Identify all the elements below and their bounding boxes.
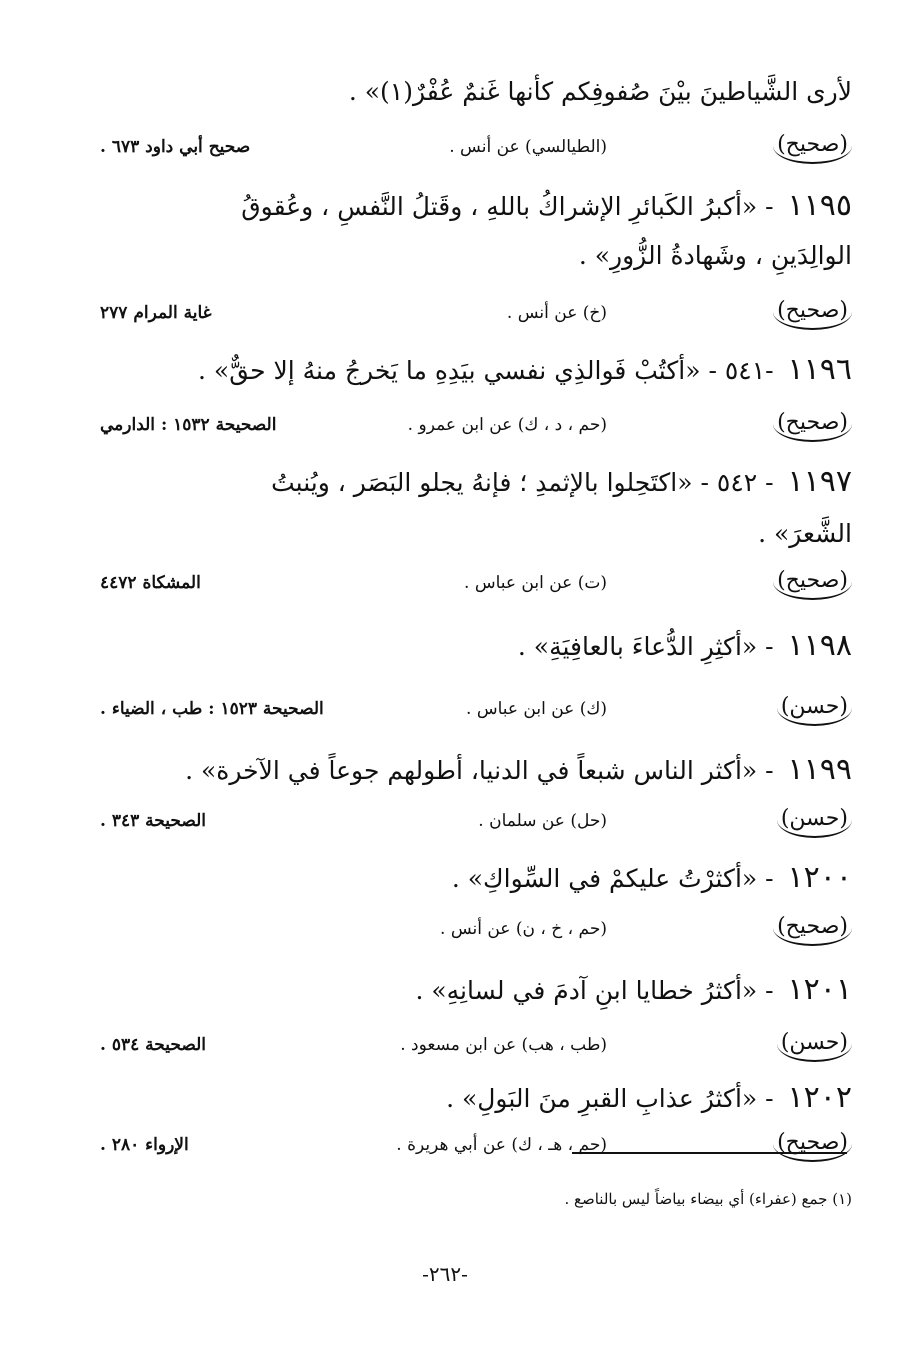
grade-label: ( صحيح )	[773, 1126, 852, 1162]
narrator-reference: (ت) عن ابن عباس .	[464, 573, 607, 593]
hadith-text: لأرى الشَّياطينَ بيْنَ صُفوفِكم كأنها غَنمٌ عُفْرٌ(١)» .	[348, 77, 852, 106]
hadith-number: ١١٩٨	[787, 628, 852, 663]
book-reference: صحيح أبي داود ٦٧٣ .	[100, 137, 251, 157]
book-reference: الصحيحة ٥٣٤ .	[100, 1035, 207, 1055]
source-line	[100, 292, 852, 334]
source-line	[100, 404, 852, 446]
narrator-reference: (حم ، خ ، ن) عن أنس .	[440, 919, 607, 939]
grade-label: ( صحيح )	[773, 406, 852, 442]
grade-label: ( صحيح )	[773, 564, 852, 600]
narrator-reference: (طب ، هب) عن ابن مسعود .	[400, 1035, 607, 1055]
hadith-entry	[100, 970, 852, 1014]
hadith-text: - «أكبرُ الكَبائرِ الإشراكُ باللهِ ، وقَتلُ النَّفسِ ، وعُقوقُ	[241, 192, 774, 221]
hadith-entry	[100, 462, 852, 506]
source-line	[100, 1124, 852, 1166]
grade-label: ( صحيح )	[773, 294, 852, 330]
hadith-entry	[100, 350, 852, 394]
source-line	[100, 126, 852, 168]
hadith-number: ١٢٠٠	[787, 860, 852, 895]
grade-label: ( حسن )	[777, 802, 852, 838]
book-reference: الإرواء ٢٨٠ .	[100, 1135, 189, 1155]
grade-label: ( حسن )	[777, 1026, 852, 1062]
grade-label: ( حسن )	[777, 690, 852, 726]
hadith-number: ١١٩٩	[787, 752, 852, 787]
hadith-continuation-line	[100, 514, 852, 558]
hadith-number: ١٢٠٢	[787, 1080, 852, 1115]
source-line	[100, 908, 852, 950]
narrator-reference: (حم ، هـ ، ك) عن أبي هريرة .	[396, 1135, 607, 1155]
book-reference: الصحيحة ٣٤٣ .	[100, 811, 207, 831]
narrator-reference: (خ) عن أنس .	[506, 303, 607, 323]
hadith-continuation-line	[100, 236, 852, 280]
book-reference: غاية المرام ٢٧٧	[100, 303, 212, 323]
hadith-text: - «أكثر الناس شبعاً في الدنيا، أطولهم جوعاً في الآخرة» .	[185, 756, 774, 785]
page-number: -٢٦٢-	[422, 1262, 468, 1286]
footnote-divider	[572, 1152, 847, 1154]
hadith-text: - «أكثرُ عذابِ القبرِ منَ البَولِ» .	[446, 1084, 774, 1113]
hadith-entry	[100, 750, 852, 794]
narrator-reference: (حم ، د ، ك) عن ابن عمرو .	[407, 415, 607, 435]
hadith-text: - «أكثرُ خطايا ابنِ آدمَ في لسانِهِ» .	[415, 976, 774, 1005]
narrator-reference: (حل) عن سلمان .	[478, 811, 607, 831]
hadith-entry	[100, 186, 852, 230]
source-line	[100, 688, 852, 730]
hadith-number: ١١٩٦	[787, 352, 852, 387]
hadith-number: ١٢٠١	[787, 972, 852, 1007]
narrator-reference: (الطيالسي) عن أنس .	[449, 137, 607, 157]
hadith-text: -٥٤١ - «أكتُبْ فَوالذِي نفسي بيَدِهِ ما يَخرجُ منهُ إلا حقٌّ» .	[198, 356, 774, 385]
book-reference: المشكاة ٤٤٧٢	[100, 573, 201, 593]
hadith-entry	[100, 858, 852, 902]
hadith-text: - ٥٤٢ - «اكتَحِلوا بالإثمدِ ؛ فإنهُ يجلو البَصَر ، ويُنبتُ	[271, 468, 774, 497]
source-line	[100, 562, 852, 604]
grade-label: ( صحيح )	[773, 128, 852, 164]
book-reference: الصحيحة ١٥٣٢ : الدارمي	[100, 415, 277, 435]
narrator-reference: (ك) عن ابن عباس .	[466, 699, 607, 719]
hadith-entry	[100, 1078, 852, 1122]
grade-label: ( صحيح )	[773, 910, 852, 946]
hadith-text: - «أكثرْتُ عليكمْ في السِّواكِ» .	[451, 864, 774, 893]
footnote: (١) جمع (عفراء) أي بيضاء بياضاً ليس بالناصع .	[564, 1190, 852, 1208]
hadith-entry	[100, 626, 852, 670]
hadith-text: - «أكثِرِ الدُّعاءَ بالعافِيَةِ» .	[517, 632, 774, 661]
book-reference: الصحيحة ١٥٢٣ : طب ، الضياء .	[100, 699, 324, 719]
hadith-text-continued: الوالِدَينِ ، وشَهادةُ الزُّورِ» .	[578, 241, 852, 270]
hadith-number: ١١٩٧	[787, 464, 852, 499]
source-line	[100, 800, 852, 842]
source-line	[100, 1024, 852, 1066]
hadith-text-continued: الشَّعرَ» .	[758, 519, 852, 548]
hadith-number: ١١٩٥	[787, 188, 852, 223]
hadith-continuation-line	[100, 72, 852, 116]
